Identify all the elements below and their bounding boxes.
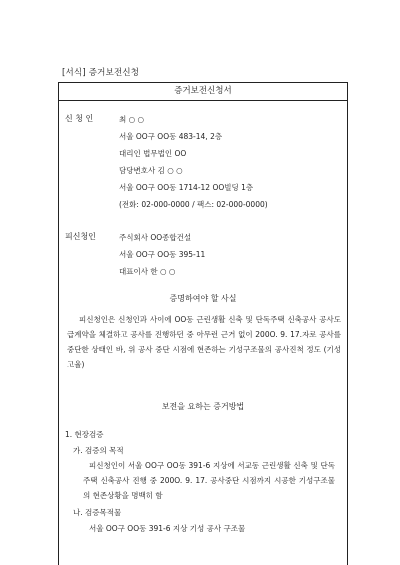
- respondent-address: 서울 OO구 OO동 395-11: [119, 250, 206, 259]
- form-title: 증거보전신청서: [59, 83, 347, 101]
- agent-lawyer: 담당변호사 김 ○ ○: [119, 166, 183, 175]
- agent-contact: (전화: 02-000-0000 / 팩스: 02-000-0000): [119, 200, 268, 209]
- form-caption: [서식] 증거보전신청: [62, 68, 140, 78]
- respondent-ceo: 대표이사 한 ○ ○: [119, 267, 176, 276]
- facts-heading: 증명하여야 할 사실: [169, 294, 237, 303]
- subsection-object: 나. 검증목적물: [73, 508, 122, 517]
- agent-address: 서울 OO구 OO동 1714-12 OO빌딩 1층: [119, 183, 254, 192]
- object-text: 서울 OO구 OO동 391-6 지상 기성 공사 구조물: [89, 524, 246, 533]
- section-site-inspection: 1. 현장검증: [65, 430, 104, 439]
- facts-paragraph: 피신청인은 신청인과 사이에 OO동 근린생활 신축 및 단독주택 신축공사 공사도급계약을 체결하고 공사를 진행하던 중 아무런 근거 없이 200O. 9. 17.자로 공사를 중단한 상태인 바, 위 공사 중단 시점에 현존하는 기성구조물의 공사진척 정도 (기성고율): [67, 315, 341, 369]
- application-form-box: [58, 82, 348, 565]
- purpose-paragraph: 피신청인이 서울 OO구 OO동 391-6 지상에 서교동 근린생활 신축 및 단독주택 신축공사 진행 중 200O. 9. 17. 공사중단 시점까지 시공한 기성구조물의 현존상황을 명백히 함: [83, 461, 335, 500]
- agent-firm: 대리인 법무법인 OO: [119, 149, 187, 158]
- applicant-name: 최 ○ ○: [119, 115, 145, 124]
- evidence-methods-heading: 보전을 요하는 증거방법: [161, 402, 245, 411]
- subsection-purpose: 가. 검증의 목적: [73, 446, 124, 455]
- respondent-name: 주식회사 OO종합건설: [119, 233, 192, 242]
- respondent-label: 피신청인: [65, 232, 96, 241]
- applicant-label: 신 청 인: [65, 114, 94, 123]
- applicant-address: 서울 OO구 OO동 483-14, 2층: [119, 132, 223, 141]
